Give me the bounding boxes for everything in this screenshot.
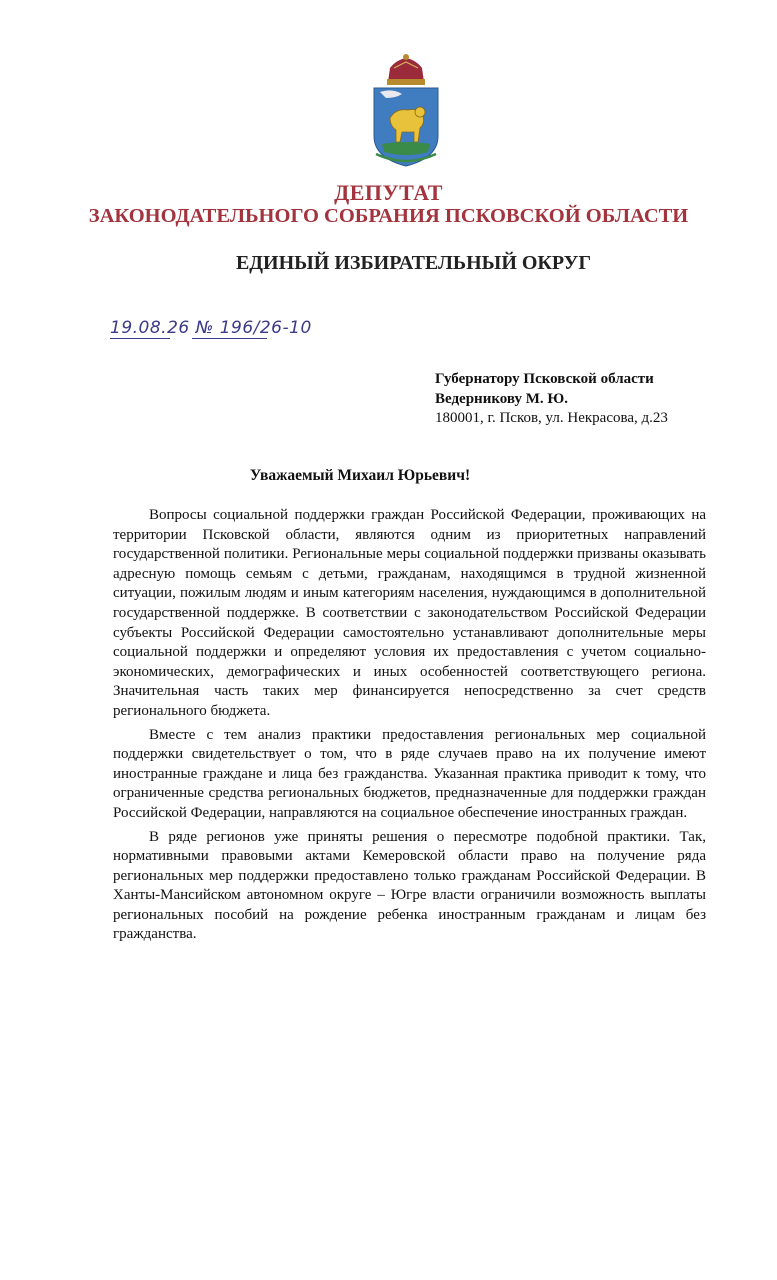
crown-icon	[387, 54, 425, 85]
pskov-coat-of-arms-icon	[366, 52, 446, 170]
addressee-block	[435, 370, 668, 429]
header-assembly: ЗАКОНОДАТЕЛЬНОГО СОБРАНИЯ ПСКОВСКОЙ ОБЛАСТИ	[88, 205, 689, 227]
header-deputy: ДЕПУТАТ	[334, 180, 443, 205]
registration-text: 19.08.26 № 196/26-10	[110, 318, 312, 338]
addressee-address: 180001, г. Псков, ул. Некрасова, д.23	[435, 410, 668, 426]
header-district: ЕДИНЫЙ ИЗБИРАТЕЛЬНЫЙ ОКРУГ	[235, 252, 592, 274]
paragraph-2: Вместе с тем анализ практики предоставления региональных мер социальной поддержки свидетельствует о том, что в ряде случаев право на их получение имеют иностранные граждане и лица без гражданства. Указанная практика приводит к тому, что ограниченные средства региональных бюджетов, предназначенные для поддержки граждан Российской Федерации, направляются на социальное обеспечение иностранных граждан.	[113, 726, 706, 821]
salutation: Уважаемый Михаил Юрьевич!	[249, 467, 471, 484]
addressee-name: Ведерникову М. Ю.	[435, 390, 569, 407]
addressee-title: Губернатору Псковской области	[435, 371, 654, 387]
paragraph-3: В ряде регионов уже приняты решения о пересмотре подобной практики. Так, нормативными правовыми актами Кемеровской области право на получение ряда региональных мер поддержки предоставлено только гражданам Российской Федерации. В Ханты-Мансийском автономном округе – Югре власти ограничили возможность выплаты региональных пособий на рождение ребенка иностранным гражданам и лицам без гражданства.	[113, 828, 706, 943]
letter-body	[113, 506, 706, 949]
registration-number	[110, 318, 312, 338]
paragraph-1: Вопросы социальной поддержки граждан Российской Федерации, проживающих на территории Псковской области, являются одним из приоритетных направлений государственной политики. Региональные меры социальной поддержки призваны оказывать адресную помощь семьям с детьми, гражданам, находящимся в трудной жизненной ситуации, пожилым людям и иным категориям населения, нуждающимся в дополнительной государственной поддержке. В соответствии с законодательством Российской Федерации субъекты Российской Федерации самостоятельно устанавливают дополнительные меры социальной поддержки и определяют условия их предоставления с учетом социально-экономических, демографических и иных особенностей соответствующего региона. Значительная часть таких мер финансируется непосредственно за счет средств регионального бюджета.	[113, 507, 706, 719]
